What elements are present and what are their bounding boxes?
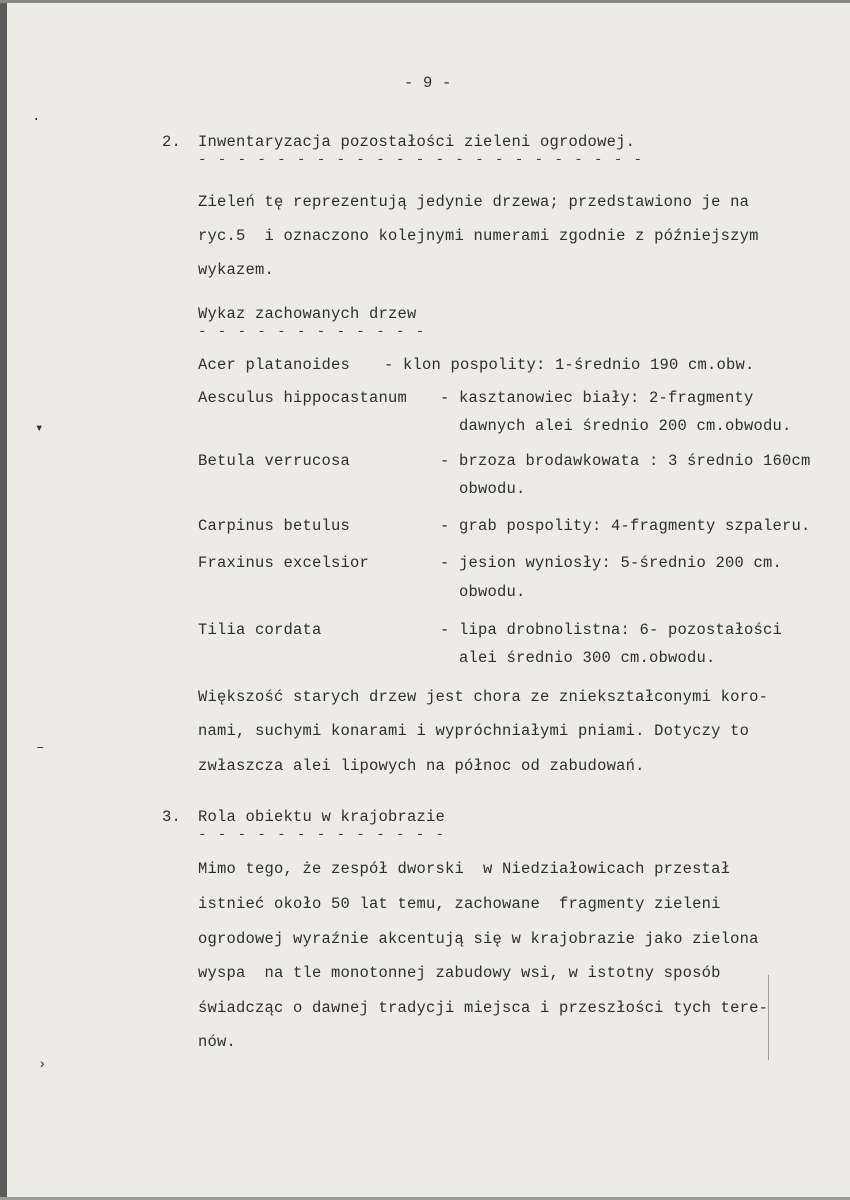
tree-description-line: - lipa drobnolistna: 6- pozostałości [440, 621, 783, 639]
tree-latin-name: Fraxinus excelsior [198, 554, 370, 572]
section-3-line-2: istnieć około 50 lat temu, zachowane fragmenty zieleni [198, 895, 721, 913]
closing-line-2: nami, suchymi konarami i wypróchniałymi pniami. Dotyczy to [198, 722, 750, 740]
section-3-underline: - - - - - - - - - - - - - [198, 827, 446, 843]
intro-line-1: Zieleń tę reprezentują jedynie drzewa; przedstawiono je na [198, 193, 750, 211]
section-3-line-3: ogrodowej wyraźnie akcentują się w krajobrazie jako zielona [198, 930, 759, 948]
tree-list-underline: - - - - - - - - - - - - [198, 324, 426, 340]
tree-description-line: obwodu. [440, 583, 526, 601]
tree-latin-name: Carpinus betulus [198, 517, 351, 535]
tree-latin-name: Acer platanoides [198, 356, 351, 374]
tree-description-line: - brzoza brodawkowata : 3 średnio 160cm [440, 452, 811, 470]
tree-description-line: - kasztanowiec biały: 2-fragmenty [440, 389, 754, 407]
tree-list-title: Wykaz zachowanych drzew [198, 305, 417, 323]
tree-description-line: - jesion wyniosły: 5-średnio 200 cm. [440, 554, 783, 572]
tree-latin-name: Aesculus hippocastanum [198, 389, 408, 407]
section-3-line-5: świadcząc o dawnej tradycji miejsca i przeszłości tych tere- [198, 999, 769, 1017]
tree-description-line: alei średnio 300 cm.obwodu. [440, 649, 716, 667]
section-3-heading: Rola obiektu w krajobrazie [198, 808, 446, 826]
closing-line-3: zwłaszcza alei lipowych na północ od zabudowań. [198, 757, 645, 775]
section-3-line-1: Mimo tego, że zespół dworski w Niedziałowicach przestał [198, 860, 731, 878]
margin-mark: · [32, 112, 41, 128]
intro-line-2: ryc.5 i oznaczono kolejnymi numerami zgodnie z późniejszym [198, 227, 759, 245]
pencil-mark [768, 975, 769, 1060]
tree-latin-name: Betula verrucosa [198, 452, 351, 470]
section-3-number: 3. [162, 808, 182, 826]
scan-top-edge [0, 0, 850, 3]
tree-description-line: dawnych alei średnio 200 cm.obwodu. [440, 417, 792, 435]
intro-line-3: wykazem. [198, 261, 275, 279]
tree-latin-name: Tilia cordata [198, 621, 322, 639]
margin-mark: › [38, 1057, 47, 1073]
page-number: - 9 - [404, 74, 452, 92]
section-3-line-6: nów. [198, 1033, 237, 1051]
section-2-number: 2. [162, 133, 182, 151]
closing-line-1: Większość starych drzew jest chora ze zniekształconymi koro- [198, 688, 769, 706]
scan-left-edge [0, 0, 7, 1200]
margin-mark: ▾ [35, 421, 44, 437]
section-2-heading: Inwentaryzacja pozostałości zieleni ogrodowej. [198, 133, 636, 151]
section-3-line-4: wyspa na tle monotonnej zabudowy wsi, w istotny sposób [198, 964, 721, 982]
tree-description-line: - klon pospolity: 1-średnio 190 cm.obw. [384, 356, 755, 374]
margin-mark: ‒ [36, 740, 45, 756]
tree-description-line: obwodu. [440, 480, 526, 498]
section-2-underline: - - - - - - - - - - - - - - - - - - - - - - - [198, 152, 644, 168]
tree-description-line: - grab pospolity: 4-fragmenty szpaleru. [440, 517, 811, 535]
